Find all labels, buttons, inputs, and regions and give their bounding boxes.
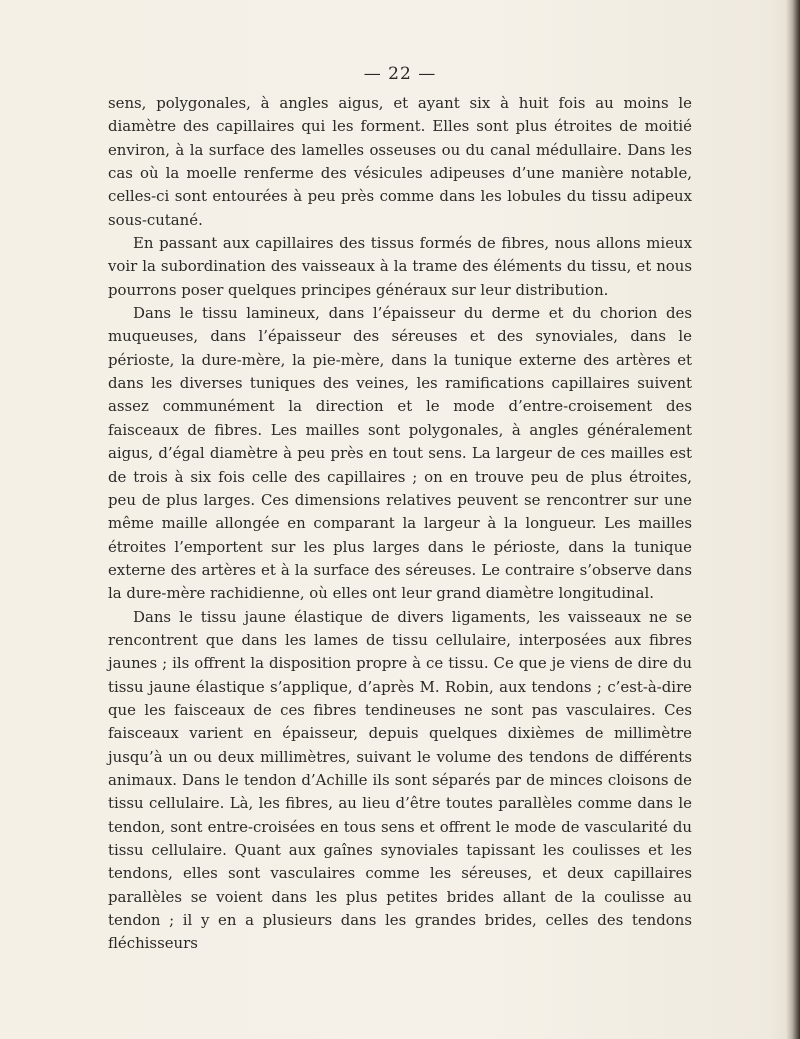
page-edge-shadow [786, 0, 800, 1039]
paragraph: sens, polygonales, à angles aigus, et ayant six à huit fois au moins le diamètre des capillaires qui les forment. Elles sont plus étroites de moitié environ, à la surface des lamelles osseuses ou du canal médullaire. Dans les cas où la moelle renferme des vésicules adipeuses d’une manière notable, celles-ci sont entourées à peu près comme dans les lobules du tissu adipeux sous-cutané. [108, 94, 692, 229]
paragraph: Dans le tissu jaune élastique de divers ligaments, les vaisseaux ne se rencontrent que dans les lames de tissu cellulaire, interposées aux fibres jaunes ; ils offrent la disposition propre à ce tissu. Ce que je viens de dire du tissu jaune élastique s’applique, d’après M. Robin, aux tendons ; c’est-à-dire que les faisceaux de ces fibres tendineuses ne sont pas vasculaires. Ces faisceaux varient en épaisseur, depuis quelques dixièmes de millimètre jusqu’à un ou deux millimètres, suivant le volume des tendons de différents animaux. Dans le tendon d’Achille ils sont séparés par de minces cloisons de tissu cellulaire. Là, les fibres, au lieu d’être toutes parallèles comme dans le tendon, sont entre-croisées en tous sens et offrent le mode de vascularité du tissu cellulaire. Quant aux gaînes synoviales tapissant les coulisses et les tendons, elles sont vasculaires comme les séreuses, et deux capillaires parallèles se voient dans les plus petites brides allant de la coulisse au tendon ; il y en a plusieurs dans les grandes brides, celles des tendons fléchisseurs [108, 607, 692, 953]
paragraph: En passant aux capillaires des tissus formés de fibres, nous allons mieux voir la subordination des vaisseaux à la trame des éléments du tissu, et nous pourrons poser quelques principes généraux sur leur distribution. [108, 234, 692, 299]
page-number: — 22 — [363, 64, 437, 84]
body-text [108, 92, 692, 956]
paragraph: Dans le tissu lamineux, dans l’épaisseur du derme et du chorion des muqueuses, dans l’épaisseur des séreuses et des synoviales, dans le périoste, la dure-mère, la pie-mère, dans la tunique externe des artères et dans les diverses tuniques des veines, les ramifications capillaires suivent assez communément la direction et le mode d’entre-croisement des faisceaux de fibres. Les mailles sont polygonales, à angles généralement aigus, d’égal diamètre à peu près en tout sens. La largeur de ces mailles est de trois à six fois celle des capillaires ; on en trouve peu de plus étroites, peu de plus larges. Ces dimensions relatives peuvent se rencontrer sur une même maille allongée en comparant la largeur à la longueur. Les mailles étroites l’emportent sur les plus larges dans le périoste, dans la tunique externe des artères et à la surface des séreuses. Le contraire s’observe dans la dure-mère rachidienne, où elles ont leur grand diamètre longitudinal. [108, 304, 692, 603]
